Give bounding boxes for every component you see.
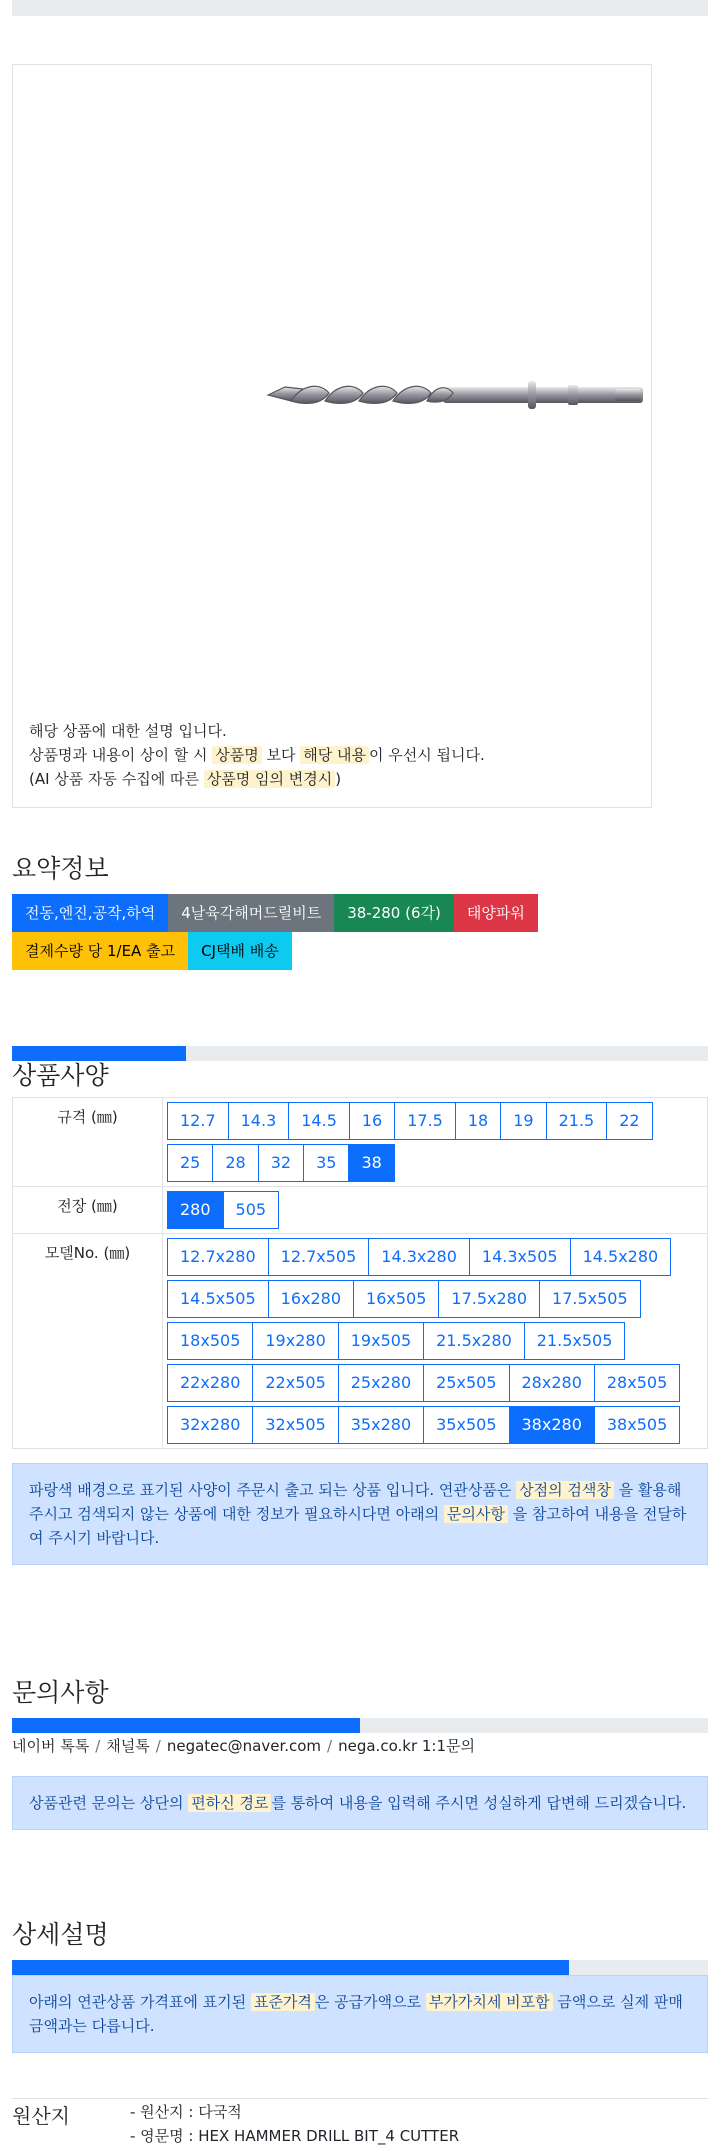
spec-option-button[interactable]: 18 xyxy=(455,1102,501,1140)
notice-text: 를 통하여 내용을 입력해 주시면 성실하게 답변해 드리겠습니다. xyxy=(271,1794,687,1812)
notice-highlight: 표준가격 xyxy=(251,1993,315,2011)
desc-text: 상품명과 내용이 상이 할 시 xyxy=(29,746,208,764)
product-description xyxy=(29,719,639,791)
detail-notice xyxy=(12,1975,708,2053)
spec-option-button[interactable]: 28 xyxy=(212,1144,258,1182)
spec-option-button[interactable]: 12.7x280 xyxy=(167,1238,269,1276)
inquiry-progress-fill xyxy=(12,1718,360,1733)
spec-options xyxy=(163,1234,707,1448)
spec-table xyxy=(12,1097,708,1449)
spec-option-button[interactable]: 12.7 xyxy=(167,1102,229,1140)
desc-text: (AI 상품 자동 수집에 따른 xyxy=(29,770,200,788)
spec-option-button[interactable]: 35x505 xyxy=(423,1406,509,1444)
desc-line-1: 해당 상품에 대한 설명 입니다. xyxy=(29,722,227,740)
spec-option-button[interactable]: 32x505 xyxy=(252,1406,338,1444)
spec-option-line xyxy=(167,1144,703,1186)
spec-option-button[interactable]: 35x280 xyxy=(338,1406,424,1444)
spec-option-button[interactable]: 14.3x505 xyxy=(469,1238,571,1276)
detail-progress-bar xyxy=(12,1960,708,1975)
spec-row xyxy=(12,1233,708,1449)
contact-email[interactable]: negatec@naver.com xyxy=(166,1737,322,1755)
inquiry-title: 문의사항 xyxy=(12,1678,109,1707)
spec-row-label: 규격 (㎜) xyxy=(13,1098,163,1186)
spec-row xyxy=(12,1097,708,1186)
spec-title: 상품사양 xyxy=(12,1061,109,1090)
desc-text: 이 우선시 됩니다. xyxy=(369,746,485,764)
notice-text: 금액으로 실제 판매금액과는 다릅니다. xyxy=(29,1993,683,2035)
spec-option-button[interactable]: 505 xyxy=(223,1191,280,1229)
badge-category: 전동,엔진,공작,하역 xyxy=(12,894,168,932)
spec-option-line xyxy=(167,1322,703,1364)
badge-shipping: CJ택배 배송 xyxy=(188,932,292,970)
spec-option-line xyxy=(167,1238,703,1280)
spec-option-line xyxy=(167,1191,703,1233)
spec-option-line xyxy=(167,1280,703,1322)
notice-highlight: 부가가치세 비포함 xyxy=(426,1993,553,2011)
spec-option-button[interactable]: 38 xyxy=(348,1144,394,1182)
origin-item: - 원산지 : 다국적 xyxy=(130,2103,242,2121)
spec-option-button[interactable]: 18x505 xyxy=(167,1322,253,1360)
spec-progress-bar xyxy=(12,1046,708,1061)
notice-text: 을 참고하여 내용을 전달하여 주시기 바랍니다. xyxy=(29,1505,687,1547)
spec-option-button[interactable]: 14.5 xyxy=(288,1102,350,1140)
desc-text: 보다 xyxy=(266,746,296,764)
origin-divider xyxy=(12,2098,708,2099)
spec-option-button[interactable]: 22x505 xyxy=(252,1364,338,1402)
spec-option-button[interactable]: 17.5x505 xyxy=(539,1280,641,1318)
separator: / xyxy=(327,1737,333,1755)
spec-option-button[interactable]: 14.5x280 xyxy=(570,1238,672,1276)
contact-naver-talk[interactable]: 네이버 톡톡 xyxy=(12,1737,90,1755)
spec-option-button[interactable]: 35 xyxy=(303,1144,349,1182)
spec-row-label: 모델No. (㎜) xyxy=(13,1234,163,1448)
spec-notice xyxy=(12,1463,708,1565)
desc-line-2 xyxy=(29,743,639,767)
summary-badges xyxy=(12,894,708,970)
notice-highlight: 상점의 검색창 xyxy=(516,1481,614,1499)
spec-option-button[interactable]: 280 xyxy=(167,1191,224,1229)
badge-brand: 태양파워 xyxy=(454,894,538,932)
inquiry-progress-bar xyxy=(12,1718,708,1733)
spec-option-button[interactable]: 22 xyxy=(606,1102,652,1140)
spec-option-button[interactable]: 16 xyxy=(349,1102,395,1140)
badge-quantity: 결제수량 당 1/EA 출고 xyxy=(12,932,188,970)
desc-text: ) xyxy=(335,770,342,788)
spec-option-button[interactable]: 19 xyxy=(500,1102,546,1140)
spec-option-line xyxy=(167,1364,703,1406)
spec-option-button[interactable]: 19x280 xyxy=(252,1322,338,1360)
origin-list xyxy=(130,2100,459,2145)
spec-progress-fill xyxy=(12,1046,186,1061)
spec-option-button[interactable]: 28x280 xyxy=(509,1364,595,1402)
spec-option-button[interactable]: 12.7x505 xyxy=(268,1238,370,1276)
spec-options xyxy=(163,1187,707,1233)
spec-row xyxy=(12,1186,708,1233)
desc-highlight: 상품명 xyxy=(212,746,261,764)
notice-text: 아래의 연관상품 가격표에 표기된 xyxy=(29,1993,247,2011)
spec-option-line xyxy=(167,1102,703,1144)
detail-title: 상세설명 xyxy=(12,1920,109,1949)
contact-website[interactable]: nega.co.kr 1:1문의 xyxy=(338,1737,475,1755)
spec-option-button[interactable]: 14.3x280 xyxy=(368,1238,470,1276)
notice-highlight: 문의사항 xyxy=(444,1505,508,1523)
badge-spec: 38-280 (6각) xyxy=(334,894,454,932)
contact-channel-talk[interactable]: 채널톡 xyxy=(106,1737,150,1755)
desc-highlight: 해당 내용 xyxy=(300,746,369,764)
origin-label: 원산지 xyxy=(12,2104,70,2128)
spec-option-button[interactable]: 14.5x505 xyxy=(167,1280,269,1318)
spec-option-button[interactable]: 16x505 xyxy=(353,1280,439,1318)
spec-row-label: 전장 (㎜) xyxy=(13,1187,163,1233)
spec-option-button[interactable]: 16x280 xyxy=(268,1280,354,1318)
notice-text: 을 활용해 주시고 검색되지 않는 상품에 대한 정보가 필요하시다면 아래의 xyxy=(29,1481,682,1523)
spec-option-button[interactable]: 19x505 xyxy=(338,1322,424,1360)
spec-option-button[interactable]: 25x280 xyxy=(338,1364,424,1402)
spec-option-button[interactable]: 32x280 xyxy=(167,1406,253,1444)
spec-option-button[interactable]: 28x505 xyxy=(594,1364,680,1402)
spec-option-button[interactable]: 21.5 xyxy=(546,1102,608,1140)
drill-bit-image xyxy=(263,365,643,425)
separator: / xyxy=(155,1737,161,1755)
notice-text: 파랑색 배경으로 표기된 사양이 주문시 출고 되는 상품 입니다. 연관상품은 xyxy=(29,1481,512,1499)
spec-option-button[interactable]: 21.5x280 xyxy=(423,1322,525,1360)
product-image-card xyxy=(12,64,652,808)
spec-option-button[interactable]: 14.3 xyxy=(228,1102,290,1140)
notice-text: 은 공급가액으로 xyxy=(314,1993,422,2011)
inquiry-notice xyxy=(12,1776,708,1830)
desc-line-3 xyxy=(29,767,639,791)
top-progress-bar xyxy=(12,0,708,16)
summary-title: 요약정보 xyxy=(12,854,109,883)
origin-item: - 영문명 : HEX HAMMER DRILL BIT_4 CUTTER xyxy=(130,2127,460,2145)
desc-highlight: 상품명 임의 변경시 xyxy=(204,770,335,788)
contact-links xyxy=(12,1735,475,1756)
spec-option-button[interactable]: 17.5x280 xyxy=(438,1280,540,1318)
notice-highlight: 편하신 경로 xyxy=(188,1794,271,1812)
spec-option-button[interactable]: 25 xyxy=(167,1144,213,1182)
spec-option-button[interactable]: 22x280 xyxy=(167,1364,253,1402)
separator: / xyxy=(95,1737,101,1755)
notice-text: 상품관련 문의는 상단의 xyxy=(29,1794,184,1812)
spec-option-button[interactable]: 25x505 xyxy=(423,1364,509,1402)
spec-option-button[interactable]: 38x280 xyxy=(509,1406,595,1444)
badge-product-type: 4날육각해머드릴비트 xyxy=(168,894,334,932)
spec-option-line xyxy=(167,1406,703,1448)
spec-option-button[interactable]: 21.5x505 xyxy=(524,1322,626,1360)
spec-option-button[interactable]: 38x505 xyxy=(594,1406,680,1444)
spec-option-button[interactable]: 32 xyxy=(258,1144,304,1182)
detail-progress-fill xyxy=(12,1960,569,1975)
spec-options xyxy=(163,1098,707,1186)
spec-option-button[interactable]: 17.5 xyxy=(394,1102,456,1140)
